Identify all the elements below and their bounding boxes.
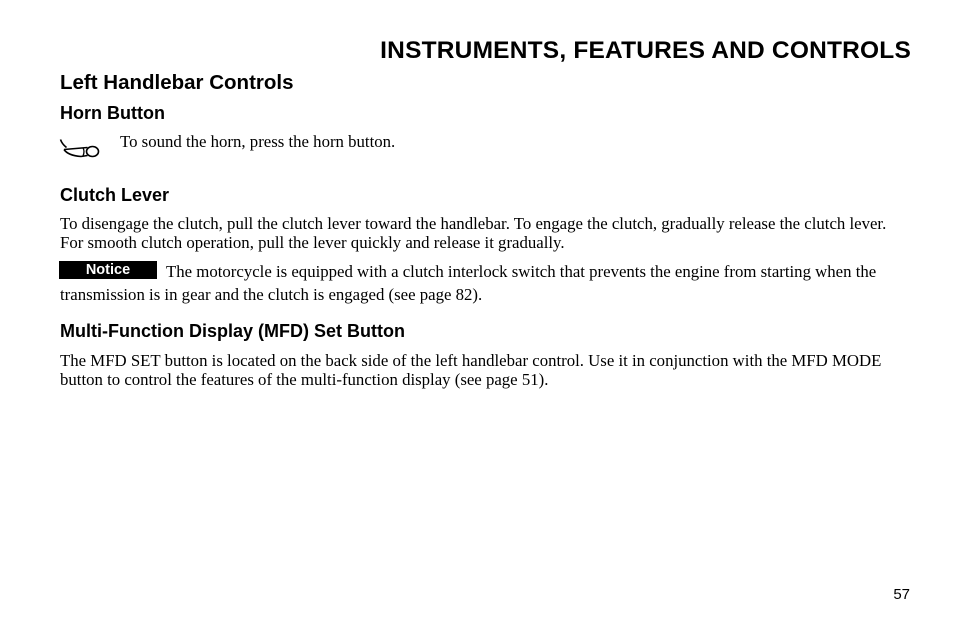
horn-text: To sound the horn, press the horn button. — [120, 132, 396, 151]
horn-heading: Horn Button — [60, 103, 165, 123]
notice-badge: Notice — [59, 261, 157, 279]
mfd-paragraph: The MFD SET button is located on the back side of the left handlebar control. Use it in conjunction with the MFD MODE button to control the features of the multi-function display (see page 51). — [60, 351, 882, 389]
chapter-title: INSTRUMENTS, FEATURES AND CONTROLS — [380, 37, 911, 64]
section-title: Left Handlebar Controls — [60, 71, 294, 94]
notice-text: The motorcycle is equipped with a clutch interlock switch that prevents the engine from starting when the transmission is in gear and the clutch is engaged (see page 82). — [60, 262, 877, 304]
horn-icon — [59, 137, 101, 163]
clutch-heading: Clutch Lever — [60, 185, 170, 205]
page-number: 57 — [893, 586, 910, 603]
mfd-heading: Multi-Function Display (MFD) Set Button — [60, 321, 405, 341]
clutch-paragraph: To disengage the clutch, pull the clutch lever toward the handlebar. To engage the clutch, gradually release the clutch lever. For smooth clutch operation, pull the lever quickly and release it gradually. — [60, 214, 887, 252]
